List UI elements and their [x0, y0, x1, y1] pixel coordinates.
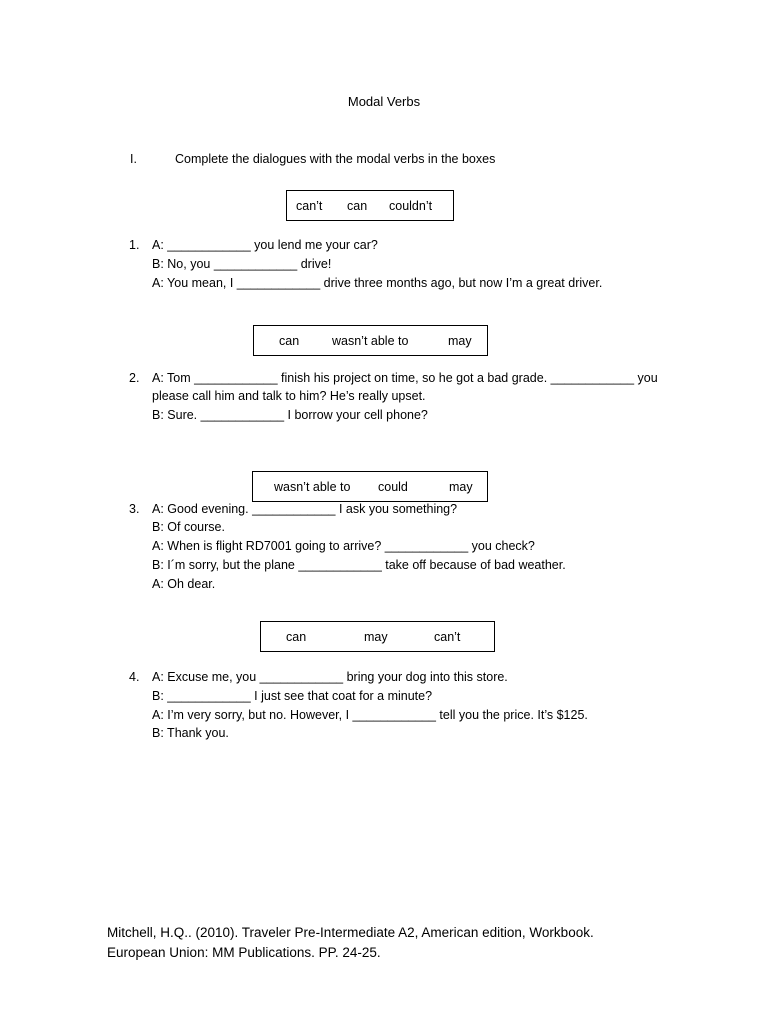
word-box-item: could — [378, 479, 408, 494]
dialogue-line: please call him and talk to him? He’s really upset. — [152, 389, 426, 403]
word-box-2 — [253, 325, 488, 356]
dialogue-line: A: Good evening. ____________ I ask you something? — [152, 502, 458, 516]
word-box-item: may — [449, 479, 473, 494]
word-box-item: may — [448, 333, 472, 348]
citation-line: European Union: MM Publications. PP. 24-25. — [107, 945, 381, 960]
dialogue-line: B: ____________ I just see that coat for a minute? — [152, 689, 433, 703]
word-box-item: can’t — [434, 629, 461, 644]
word-box-4 — [260, 621, 495, 652]
dialogue-line: A: Excuse me, you ____________ bring your dog into this store. — [152, 670, 508, 684]
section-instruction: Complete the dialogues with the modal verbs in the boxes — [175, 152, 496, 166]
exercise-number: 2. — [129, 371, 140, 385]
word-box-item: couldn’t — [389, 198, 433, 213]
section-number: I. — [130, 152, 137, 166]
dialogue-line: A: Tom ____________ finish his project on time, so he got a bad grade. ____________ you — [152, 371, 658, 385]
word-box-item: wasn’t able to — [332, 333, 409, 348]
exercise-number: 1. — [129, 238, 140, 252]
page-title: Modal Verbs — [347, 94, 421, 109]
dialogue-line: B: I´m sorry, but the plane ____________ take off because of bad weather. — [152, 558, 566, 572]
dialogue-line: A: I’m very sorry, but no. However, I ____________ tell you the price. It’s $125. — [152, 708, 588, 722]
exercise-number: 3. — [129, 502, 140, 516]
dialogue-line: B: No, you ____________ drive! — [152, 257, 332, 271]
dialogue-line: A: You mean, I ____________ drive three months ago, but now I’m a great driver. — [152, 276, 603, 290]
dialogue-line: B: Of course. — [152, 520, 225, 534]
word-box-3 — [252, 471, 488, 502]
dialogue-line: A: Oh dear. — [152, 577, 216, 591]
word-box-item: can’t — [296, 198, 323, 213]
dialogue-line: A: When is flight RD7001 going to arrive? ____________ you check? — [152, 539, 535, 553]
word-box-item: can — [347, 198, 368, 213]
citation-line: Mitchell, H.Q.. (2010). Traveler Pre-Intermediate A2, American edition, Workbook. — [107, 925, 594, 940]
word-box-item: wasn’t able to — [274, 479, 351, 494]
word-box-1 — [286, 190, 454, 221]
exercise-number: 4. — [129, 670, 140, 684]
word-box-item: can — [286, 629, 307, 644]
word-box-item: may — [364, 629, 388, 644]
dialogue-line: B: Thank you. — [152, 726, 229, 740]
dialogue-line: A: ____________ you lend me your car? — [152, 238, 378, 252]
word-box-item: can — [279, 333, 300, 348]
dialogue-line: B: Sure. ____________ I borrow your cell phone? — [152, 408, 428, 422]
